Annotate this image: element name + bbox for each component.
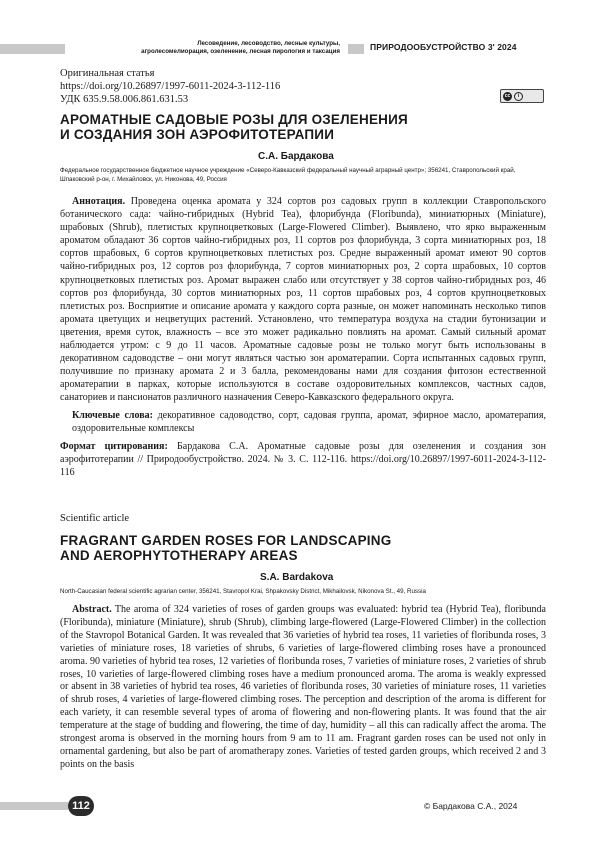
en-title-line: AND AEROPHYTOTHERAPY AREAS — [60, 548, 298, 563]
journal-topic-line: агролесомелиорация, озеленение, лесная пирология и таксация — [141, 48, 340, 55]
article-type: Оригинальная статья — [60, 68, 155, 79]
footer-accent-bar — [0, 802, 68, 810]
ru-title-line: АРОМАТНЫЕ САДОВЫЕ РОЗЫ ДЛЯ ОЗЕЛЕНЕНИЯ — [60, 112, 408, 127]
en-abstract — [60, 604, 546, 772]
citation-block — [60, 440, 546, 479]
ru-title-line: И СОЗДАНИЯ ЗОН АЭРОФИТОТЕРАПИИ — [60, 127, 335, 142]
en-abstract-label: Abstract. — [72, 604, 112, 615]
cc-by-icon[interactable] — [500, 89, 544, 103]
header-accent-bar — [0, 44, 65, 54]
ru-abstract — [60, 195, 546, 405]
citation-label: Формат цитирования: — [60, 441, 168, 452]
ru-keywords-label: Ключевые слова: — [72, 410, 153, 421]
copyright: © Бардакова С.А., 2024 — [424, 801, 518, 811]
en-author: S.A. Bardakova — [260, 572, 334, 583]
ru-abstract-text: Проведена оценка аромата у 324 сортов роз садовых групп в коллекции Ставропольского ботанического сада: чайно-гибридных (Hybrid Tea), флорибунда (Floribunda), миниатюрных (Miniature), шрабовых (Shrub), плетистых крупноцветковых (Large-Flowered Climber). Выявлено, что ярко выраженным ароматом обладают 36 сортов чайно-гибридных роз, 11 сортов роз флорибунда, 3 сорта миниатюрных роз, 18 сортов шрабовых, 6 сортов крупноцветковых плетистых роз. Средне выраженный аромат имеют 90 сортов чайно-гибридных роз, 12 сортов роз флорибунда, 7 сортов миниатюрных роз, 2 сорта шрабовых, 10 сортов крупноцветковых плетистых роз. Аромат выражен слабо или отсутствует у 38 сортов чайно-гибридных роз, 46 сортов роз флорибунда, 30 сортов миниатюрных роз, 11 сортов шрабовых роз, 4 сортов крупноцветковых плетистых роз. Восприятие и описание аромата у каждого сорта разные, он может напоминать несколько типов аромата цветущих и нецветущих растений. Установлено, что температура воздуха на стадии бутонизации и цветения, время суток, влажность – все это может радикально повлиять на аромат. Самый сильный аромат наблюдается утром: с 9 до 11 часов. Ароматные садовые розы не только могут быть использованы в декоративном садоводстве – они могут являться частью зон ароматерапии. Сорта испытанных садовых групп, получившие по признаку аромата 2 и 3 балла, рекомендованы нами для создания фитозон естественной ароматерапии в парках, которые используются в составе оздоровительных комплексов, частных садов, санаториев и пансионатов различного назначения Северо-Кавказского федерального округа. — [60, 196, 546, 404]
journal-topics — [70, 40, 340, 56]
en-affiliation: North-Caucasian federal scientific agrarian center, 356241, Stavropol Krai, Shpakovsky District, Mikhailovsk, Nikonova St., 49, Russia — [60, 588, 426, 595]
citation-text: Бардакова С.А. Ароматные садовые розы для озеленения и создания зон аэрофитотерапии // Природообустройство. 2024. № 3. С. 112-116. https://doi.org/10.26897/1997-6011-2024-3-112-116 — [60, 441, 546, 479]
udc-code: УДК 635.9.58.006.861.631.53 — [60, 94, 189, 105]
page-number: 112 — [68, 796, 94, 816]
ru-keywords — [60, 409, 546, 435]
doi-link[interactable]: https://doi.org/10.26897/1997-6011-2024-3-112-116 — [60, 81, 281, 92]
ru-affiliation: Федеральное государственное бюджетное научное учреждение «Северо-Кавказский федеральный научный аграрный центр»; 356241, Ставропольский край, Шпаковский р-он, г. Михайловск, ул. Никонова, 49, Россия — [60, 167, 516, 183]
attribution-glyph: i — [514, 92, 523, 101]
en-title-line: FRAGRANT GARDEN ROSES FOR LANDSCAPING — [60, 533, 392, 548]
ru-abstract-label: Аннотация. — [72, 196, 126, 207]
en-title — [60, 533, 391, 563]
en-article-type: Scientific article — [60, 513, 130, 524]
ru-author: С.А. Бардакова — [258, 151, 334, 162]
ru-keywords-text: декоративное садоводство, сорт, садовая группа, аромат, эфирное масло, ароматерапия, оздоровительные комплексы — [72, 410, 546, 435]
en-abstract-text: The aroma of 324 varieties of roses of garden groups was evaluated: hybrid tea (Hybrid Tea), floribunda (Floribunda), miniature (Miniature), shrub (Shrub), climbing large-flowered (Large-Flowered Climber) in the collection of the Stavropol Botanical Garden. It was revealed that 36 varieties of hybrid tea roses, 11 varieties of floribunda roses, 3 varieties of miniature roses, 18 varieties of shrubs, 6 varieties of large-flowered climbing roses have a pronounced aroma. 90 varieties of hybrid tea roses, 12 varieties of floribunda roses, 7 varieties of miniature roses, 2 varieties of shrub roses, 10 varieties of large-flowered climbing roses have a medium pronounced aroma. The aroma is weakly expressed or absent in 38 varieties of hybrid tea roses, 46 varieties of floribunda roses, 30 varieties of miniature roses, 11 varieties of shrub roses, 4 varieties of large-flowered climbing roses. The perception and description of the aroma is different for each variety, it can resemble several types of aroma of flowering and non-flowering plants. It was found that the air temperature at the stage of budding and flowering, the time of day, humidity – all this can radically affect the aroma. The strongest aroma is observed in the morning hours from 9 am to 11 am. Fragrant garden roses can be used not only in ornamental gardening, but also be part of aromatherapy zones. Varieties of tested garden groups, which received 2 and 3 points on the basis — [60, 604, 546, 770]
ru-title — [60, 112, 408, 142]
article-meta — [60, 67, 280, 106]
cc-glyph: cc — [504, 92, 511, 99]
journal-topic-line: Лесоведение, лесоводство, лесные культуры, — [197, 40, 340, 47]
journal-issue: ПРИРОДООБУСТРОЙСТВО 3' 2024 — [370, 42, 517, 52]
header-accent-bar — [348, 44, 364, 54]
